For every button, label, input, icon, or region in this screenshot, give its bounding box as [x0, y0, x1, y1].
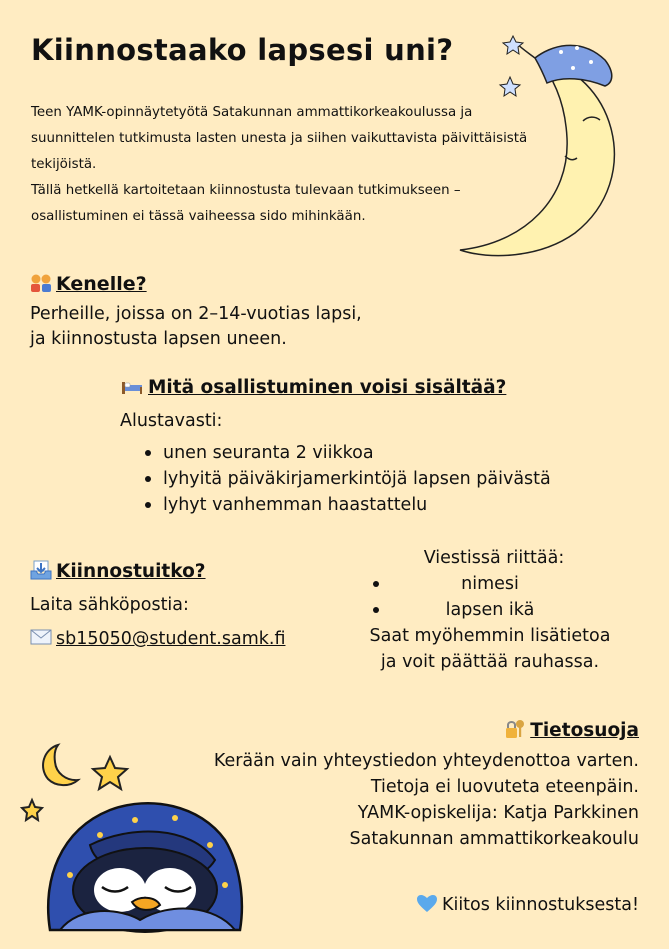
intro-paragraph-2: Tällä hetkellä kartoitetaan kiinnostusta tulevaan tutkimukseen – osallistuminen ei tässä vaiheessa sido mihinkään.	[31, 183, 461, 224]
viesti-note-line-1: Saat myöhemmin lisätietoa	[369, 626, 611, 646]
list-item: nimesi	[340, 571, 640, 597]
message-info	[340, 545, 640, 675]
page-title: Kiinnostaako lapsesi uni?	[31, 33, 454, 67]
list-item: lyhyt vanhemman haastattelu	[121, 492, 551, 518]
email-icon	[30, 627, 52, 647]
list-item: lapsen ikä	[340, 597, 640, 623]
moon-nightcap-icon	[455, 28, 635, 263]
kenelle-line-1: Perheille, joissa on 2–14-vuotias lapsi,	[30, 304, 362, 324]
tietosuoja-line: Satakunnan ammattikorkeakoulu	[349, 829, 639, 849]
list-item: lyhyitä päiväkirjamerkintöjä lapsen päivästä	[121, 466, 551, 492]
viesti-note-line-2: ja voit päättää rauhassa.	[380, 652, 600, 672]
thanks-text: Kiitos kiinnostuksesta!	[441, 895, 639, 915]
kenelle-heading-text: Kenelle?	[56, 273, 147, 295]
list-item: unen seuranta 2 viikkoa	[121, 440, 551, 466]
tietosuoja-heading-text: Tietosuoja	[530, 720, 639, 741]
kiinnostuitko-body: Laita sähköpostia:	[30, 595, 189, 615]
section-heading-sisalto	[120, 376, 506, 398]
section-heading-kenelle	[30, 273, 147, 295]
intro-paragraph-1: Teen YAMK-opinnäytetyötä Satakunnan ammattikorkeakoulussa ja suunnittelen tutkimusta lasten unesta ja siihen vaikuttavista päivittäisistä tekijöistä.	[31, 105, 528, 172]
tietosuoja-line: YAMK-opiskelija: Katja Parkkinen	[357, 803, 639, 823]
section-heading-kiinnostuitko	[30, 560, 206, 582]
email-row	[30, 627, 285, 649]
sisalto-lead: Alustavasti:	[120, 411, 223, 431]
inbox-tray-icon	[30, 560, 52, 580]
sleeping-penguin-icon	[40, 790, 255, 940]
kiinnostuitko-heading-text: Kiinnostuitko?	[56, 561, 206, 582]
email-link[interactable]: sb15050@student.samk.fi	[56, 629, 286, 649]
sisalto-heading-text: Mitä osallistuminen voisi sisältää?	[148, 377, 507, 398]
viesti-list	[340, 571, 640, 623]
tietosuoja-line: Tietoja ei luovuteta eteenpäin.	[370, 777, 639, 797]
thanks-line	[416, 893, 639, 915]
sisalto-list	[121, 440, 551, 518]
tietosuoja-body	[214, 748, 639, 852]
family-icon	[30, 273, 52, 293]
viesti-lead: Viestissä riittää:	[423, 548, 565, 568]
bed-icon	[120, 376, 144, 396]
kenelle-line-2: ja kiinnostusta lapsen uneen.	[30, 329, 287, 349]
lock-key-icon	[504, 719, 526, 739]
tietosuoja-line: Kerään vain yhteystiedon yhteydenottoa varten.	[213, 751, 639, 771]
blue-heart-icon	[416, 893, 438, 913]
kenelle-body	[30, 302, 362, 352]
section-heading-tietosuoja	[504, 719, 639, 741]
